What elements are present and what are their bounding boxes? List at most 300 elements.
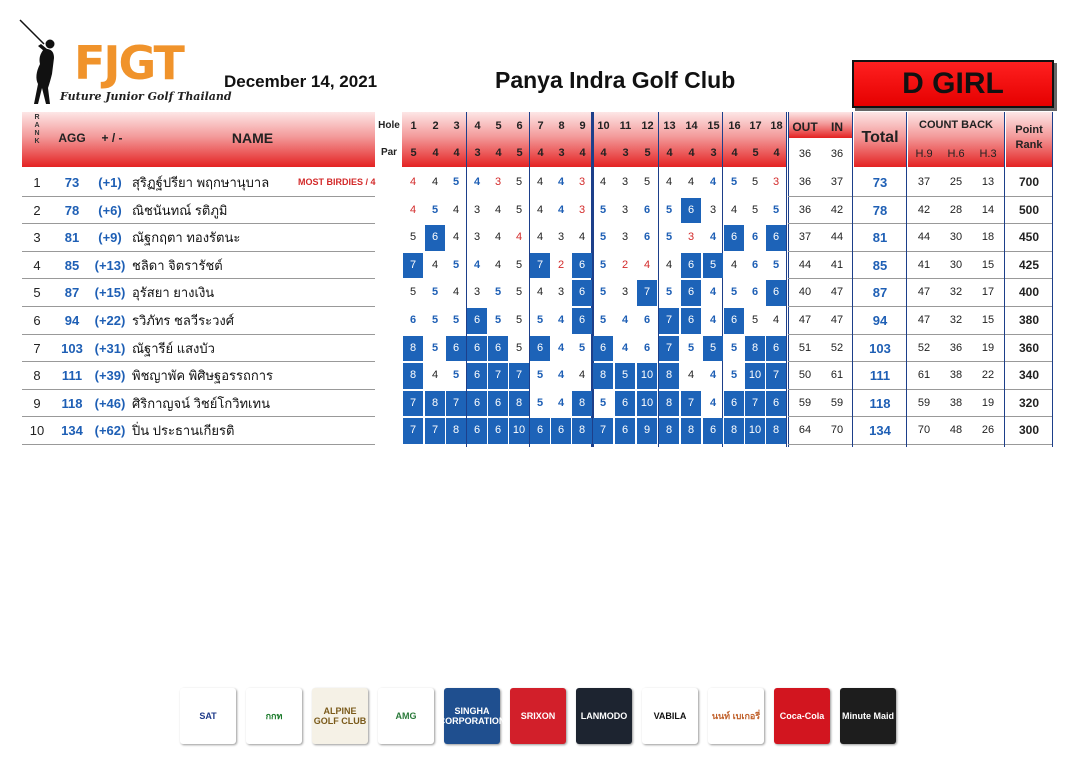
agg-cell: 94 [64, 313, 80, 328]
score-cell: 10 [509, 418, 529, 444]
score-cell: 4 [431, 369, 439, 382]
hole-par: 5 [410, 147, 417, 159]
column-separator [1052, 112, 1053, 447]
score-cell: 6 [681, 198, 701, 224]
score-cell: 10 [745, 418, 765, 444]
score-cell: 8 [403, 363, 423, 389]
in-cell: 41 [830, 258, 844, 271]
total-cell: 73 [872, 175, 888, 190]
in-cell: 37 [830, 176, 844, 188]
score-cell: 5 [536, 396, 544, 409]
points-cell: 500 [1018, 202, 1040, 217]
score-cell: 6 [467, 363, 487, 389]
score-cell: 3 [621, 203, 629, 216]
fjgt-logo: FJGT [74, 36, 183, 90]
plus-minus-header: + / - [101, 131, 123, 145]
rank-cell: 1 [33, 175, 41, 190]
score-cell: 4 [557, 314, 565, 326]
h6-cell: 25 [949, 176, 963, 188]
score-cell: 5 [452, 176, 460, 188]
table-row [788, 278, 1052, 279]
score-cell: 6 [488, 391, 508, 417]
agg-cell: 111 [61, 368, 83, 384]
score-cell: 5 [599, 258, 607, 271]
hole-par: 4 [666, 147, 673, 159]
score-cell: 6 [615, 418, 635, 444]
score-cell: 4 [557, 396, 565, 409]
table-row [788, 306, 1052, 307]
player-name: สุริฏฐ์ปรียา พฤกษานุบาล [132, 175, 270, 190]
hole-label: Hole [378, 120, 400, 131]
score-cell: 6 [467, 308, 487, 334]
score-cell: 5 [409, 231, 417, 244]
hole-par: 3 [474, 147, 481, 159]
hole-par: 5 [644, 147, 651, 159]
score-cell: 5 [599, 203, 607, 216]
alpine-logo: ALPINE GOLF CLUB [312, 688, 368, 744]
score-cell: 3 [473, 286, 481, 299]
score-cell: 7 [530, 253, 550, 279]
score-cell: 8 [766, 418, 786, 444]
hole-number: 16 [728, 120, 741, 132]
total-cell: 103 [869, 340, 891, 356]
score-cell: 8 [659, 363, 679, 389]
h6-cell: 28 [949, 203, 963, 216]
score-cell: 6 [751, 286, 759, 299]
count-back-header: COUNT BACK [919, 119, 993, 131]
hole-par: 5 [752, 147, 759, 159]
table-row [788, 416, 1052, 417]
score-cell: 5 [772, 258, 780, 271]
score-cell: 5 [409, 286, 417, 299]
score-cell: 5 [578, 341, 586, 354]
hole-par: 4 [453, 147, 460, 159]
agg-cell: 78 [64, 202, 80, 218]
score-cell: 5 [431, 314, 439, 326]
club-name: Panya Indra Golf Club [495, 67, 736, 93]
logo-subtitle: Future Junior Golf Thailand [60, 90, 232, 103]
score-cell: 5 [515, 258, 523, 271]
h6-cell: 38 [949, 369, 963, 382]
rank-cell: 4 [33, 257, 41, 273]
score-cell: 4 [409, 176, 417, 188]
score-cell: 5 [536, 314, 544, 326]
column-separator [852, 112, 853, 447]
score-cell: 8 [572, 391, 592, 417]
score-cell: 8 [572, 418, 592, 444]
score-cell: 6 [593, 336, 613, 362]
points-cell: 450 [1018, 230, 1040, 245]
agg-cell: 81 [64, 230, 80, 246]
h9-cell: 61 [917, 369, 931, 382]
score-cell: 4 [709, 314, 717, 326]
h3-cell: 26 [981, 424, 995, 437]
score-cell: 4 [473, 176, 481, 188]
points-cell: 700 [1018, 175, 1040, 189]
hole-number: 9 [579, 120, 586, 132]
rank-header: R A N K [34, 114, 40, 145]
score-cell: 5 [751, 203, 759, 216]
in-cell: 61 [830, 369, 844, 382]
out-header: OUT [792, 120, 818, 134]
score-cell: 7 [403, 391, 423, 417]
score-cell: 5 [452, 369, 460, 382]
score-cell: 4 [536, 176, 544, 188]
table-row [22, 306, 375, 307]
score-cell: 8 [659, 418, 679, 444]
score-cell: 6 [446, 336, 466, 362]
in-cell: 59 [830, 396, 844, 409]
score-cell: 6 [643, 203, 651, 216]
table-row [788, 196, 1052, 197]
diff-cell: (+62) [94, 423, 126, 439]
sat-logo: SAT [180, 688, 236, 744]
score-cell: 4 [557, 369, 565, 382]
score-cell: 10 [745, 363, 765, 389]
score-cell: 4 [709, 286, 717, 299]
table-row [22, 389, 375, 390]
score-cell: 5 [515, 314, 523, 326]
diff-cell: (+6) [98, 202, 122, 218]
score-cell: 4 [473, 258, 481, 271]
score-cell: 5 [536, 369, 544, 382]
player-name: ณิชนันทณ์ รติภูมิ [132, 202, 228, 218]
h3-cell: 14 [981, 203, 995, 216]
points-cell: 300 [1018, 423, 1040, 438]
score-cell: 5 [431, 203, 439, 216]
score-cell: 6 [681, 280, 701, 306]
score-cell: 5 [703, 253, 723, 279]
score-cell: 7 [403, 253, 423, 279]
in-cell: 47 [830, 314, 844, 326]
points-cell: 320 [1018, 395, 1040, 410]
score-cell: 4 [536, 231, 544, 244]
h9-cell: 42 [917, 203, 931, 216]
score-cell: 8 [509, 391, 529, 417]
h6-cell: 36 [949, 341, 963, 354]
cocacola-logo: Coca-Cola [774, 688, 830, 744]
hole-par: 3 [558, 147, 565, 159]
rank-cell: 2 [33, 202, 41, 218]
h3-header: H.3 [979, 148, 997, 160]
score-cell: 6 [643, 231, 651, 244]
score-cell: 5 [452, 258, 460, 271]
h3-cell: 19 [981, 341, 995, 354]
score-cell: 8 [724, 418, 744, 444]
h6-cell: 30 [949, 231, 963, 244]
score-cell: 5 [494, 314, 502, 326]
score-cell: 6 [467, 391, 487, 417]
diff-cell: (+46) [94, 395, 126, 411]
score-cell: 4 [452, 231, 460, 244]
h9-cell: 52 [917, 341, 931, 354]
h6-header: H.6 [947, 148, 965, 160]
score-cell: 4 [687, 369, 695, 382]
score-cell: 4 [494, 258, 502, 271]
out-cell: 51 [798, 341, 812, 354]
h6-cell: 32 [949, 286, 963, 299]
h3-cell: 19 [981, 396, 995, 409]
out-cell: 36 [798, 203, 812, 216]
player-name: รวิภัทร ชลวีระวงศ์ [132, 313, 234, 328]
score-cell: 5 [515, 341, 523, 354]
player-name: อุรัสยา ยางเงิน [132, 285, 215, 301]
score-cell: 7 [488, 363, 508, 389]
score-cell: 5 [599, 286, 607, 299]
hole-par: 4 [495, 147, 502, 159]
score-cell: 4 [409, 203, 417, 216]
score-cell: 2 [557, 258, 565, 271]
table-row [788, 444, 1052, 445]
total-header: Total [861, 129, 899, 146]
score-cell: 5 [494, 286, 502, 299]
table-row [788, 389, 1052, 390]
score-cell: 4 [578, 231, 586, 244]
h9-cell: 37 [917, 176, 931, 188]
out-cell: 40 [798, 286, 812, 299]
table-row [788, 334, 1052, 335]
score-cell: 3 [621, 286, 629, 299]
score-cell: 3 [473, 231, 481, 244]
in-cell: 42 [830, 203, 844, 216]
column-separator [906, 112, 907, 447]
agg-header: AGG [58, 131, 86, 145]
score-cell: 4 [665, 258, 673, 271]
score-cell: 6 [467, 336, 487, 362]
hole-number: 11 [619, 120, 632, 132]
score-cell: 7 [509, 363, 529, 389]
score-cell: 6 [409, 314, 417, 326]
minutemaid-logo: Minute Maid [840, 688, 896, 744]
score-cell: 5 [730, 286, 738, 299]
table-row [22, 196, 375, 197]
hole-number: 1 [410, 120, 417, 132]
column-separator [1004, 112, 1005, 447]
hole-number: 14 [685, 120, 698, 132]
score-cell: 5 [643, 176, 651, 188]
score-cell: 4 [557, 203, 565, 216]
score-cell: 4 [730, 203, 738, 216]
score-cell: 4 [709, 176, 717, 188]
score-cell: 6 [467, 418, 487, 444]
in-header: IN [831, 120, 843, 134]
points-cell: 425 [1018, 257, 1040, 272]
score-cell: 3 [687, 231, 695, 244]
hole-par: 4 [537, 147, 544, 159]
par-label: Par [380, 147, 398, 158]
score-cell: 5 [599, 231, 607, 244]
score-cell: 3 [578, 203, 586, 216]
emblem-logo: กกท [246, 688, 302, 744]
score-cell: 3 [557, 286, 565, 299]
table-row [22, 223, 375, 224]
vabila-logo: VABILA [642, 688, 698, 744]
hole-number: 3 [453, 120, 460, 132]
table-row [22, 251, 375, 252]
hole-number: 12 [641, 120, 654, 132]
rank-cell: 6 [33, 313, 41, 328]
score-cell: 7 [593, 418, 613, 444]
score-cell: 3 [709, 203, 717, 216]
score-cell: 6 [530, 336, 550, 362]
score-cell: 6 [724, 225, 744, 251]
score-cell: 8 [425, 391, 445, 417]
golfer-silhouette-icon [14, 18, 66, 106]
score-cell: 3 [621, 231, 629, 244]
half-separator [786, 112, 787, 447]
h6-cell: 48 [949, 424, 963, 437]
h9-cell: 44 [917, 231, 931, 244]
player-name: ชลิดา จิตรารัชต์ [132, 257, 223, 273]
hole-par: 5 [516, 147, 523, 159]
agg-cell: 87 [64, 285, 80, 301]
score-cell: 4 [730, 258, 738, 271]
score-cell: 6 [724, 308, 744, 334]
h3-cell: 15 [981, 314, 995, 326]
h9-header: H.9 [915, 148, 933, 160]
diff-cell: (+13) [94, 257, 126, 273]
h6-cell: 30 [949, 258, 963, 271]
lanmodo-logo: LANMODO [576, 688, 632, 744]
rank-cell: 8 [33, 368, 41, 384]
agg-cell: 118 [61, 395, 83, 411]
in-cell: 70 [830, 424, 844, 437]
score-cell: 5 [772, 203, 780, 216]
score-cell: 5 [687, 341, 695, 354]
hole-par: 4 [773, 147, 780, 159]
hole-number: 17 [749, 120, 762, 132]
score-cell: 4 [621, 341, 629, 354]
score-cell: 8 [593, 363, 613, 389]
agg-cell: 85 [64, 257, 80, 273]
score-cell: 5 [730, 369, 738, 382]
score-cell: 6 [766, 336, 786, 362]
diff-cell: (+9) [98, 230, 122, 246]
hole-number: 10 [597, 120, 610, 132]
diff-cell: (+1) [98, 175, 122, 190]
h3-cell: 17 [981, 286, 995, 299]
score-cell: 6 [615, 391, 635, 417]
score-cell: 7 [637, 280, 657, 306]
score-cell: 9 [637, 418, 657, 444]
hole-number: 13 [663, 120, 676, 132]
score-cell: 5 [599, 314, 607, 326]
rank-cell: 10 [29, 423, 45, 439]
table-row [22, 361, 375, 362]
point-header: Point [1015, 124, 1043, 136]
hole-par: 4 [579, 147, 586, 159]
hole-number: 5 [495, 120, 502, 132]
score-cell: 4 [621, 314, 629, 326]
score-cell: 6 [425, 225, 445, 251]
score-cell: 6 [681, 253, 701, 279]
agg-cell: 73 [64, 175, 80, 190]
note-most-birdies: MOST BIRDIES / 4 [298, 177, 376, 187]
rank-cell: 5 [33, 285, 41, 301]
in-cell: 52 [830, 341, 844, 354]
score-cell: 10 [637, 363, 657, 389]
table-row [22, 444, 375, 445]
score-cell: 5 [515, 286, 523, 299]
hole-par: 4 [731, 147, 738, 159]
total-cell: 111 [869, 368, 891, 384]
player-name: ปิ่น ประธานเกียรติ [132, 423, 235, 439]
h3-cell: 13 [981, 176, 995, 188]
h3-cell: 18 [981, 231, 995, 244]
score-cell: 6 [572, 253, 592, 279]
player-name: ศิริกาญจน์ วิชย์โกวิทเทน [132, 395, 270, 411]
out-cell: 47 [798, 314, 812, 326]
score-cell: 3 [473, 203, 481, 216]
score-cell: 4 [431, 176, 439, 188]
score-cell: 8 [403, 336, 423, 362]
score-cell: 6 [551, 418, 571, 444]
score-cell: 5 [431, 286, 439, 299]
score-cell: 4 [709, 231, 717, 244]
h9-cell: 47 [917, 286, 931, 299]
player-name: ณัฐารีย์ แสงบัว [132, 340, 215, 356]
score-cell: 4 [643, 258, 651, 271]
score-cell: 6 [572, 280, 592, 306]
score-cell: 7 [681, 391, 701, 417]
score-cell: 6 [751, 231, 759, 244]
event-date: December 14, 2021 [224, 72, 378, 91]
score-cell: 5 [431, 341, 439, 354]
hole-number: 15 [707, 120, 720, 132]
score-cell: 4 [665, 176, 673, 188]
score-cell: 6 [488, 418, 508, 444]
score-cell: 5 [515, 203, 523, 216]
score-cell: 4 [557, 176, 565, 188]
name-header: NAME [231, 130, 274, 146]
score-cell: 7 [659, 336, 679, 362]
points-cell: 380 [1018, 313, 1040, 327]
hole-number: 8 [558, 120, 565, 132]
h9-cell: 70 [917, 424, 931, 437]
rank-cell: 9 [33, 395, 41, 411]
total-cell: 78 [872, 202, 888, 218]
agg-cell: 134 [61, 423, 83, 439]
score-cell: 5 [703, 336, 723, 362]
player-name: ณัฐกฤตา ทองรัตนะ [132, 230, 241, 246]
out-cell: 59 [798, 396, 812, 409]
score-cell: 5 [751, 176, 759, 188]
score-cell: 8 [745, 336, 765, 362]
score-cell: 6 [488, 336, 508, 362]
points-cell: 340 [1018, 368, 1040, 383]
diff-cell: (+15) [94, 285, 126, 301]
out-cell: 36 [798, 176, 812, 188]
h9-cell: 59 [917, 396, 931, 409]
score-cell: 5 [730, 341, 738, 354]
hole-number: 6 [516, 120, 523, 132]
score-cell: 4 [687, 176, 695, 188]
score-cell: 5 [599, 396, 607, 409]
in-cell: 44 [830, 231, 844, 244]
division-badge: D GIRL [852, 60, 1054, 108]
table-row [788, 251, 1052, 252]
rank-cell: 3 [33, 230, 41, 246]
score-cell: 6 [643, 314, 651, 326]
score-cell: 6 [572, 308, 592, 334]
score-cell: 4 [452, 286, 460, 299]
out-cell: 50 [798, 369, 812, 382]
score-cell: 10 [637, 391, 657, 417]
total-cell: 134 [869, 423, 891, 439]
score-cell: 8 [659, 391, 679, 417]
point-rank-header: Rank [1015, 139, 1043, 151]
score-cell: 6 [766, 391, 786, 417]
